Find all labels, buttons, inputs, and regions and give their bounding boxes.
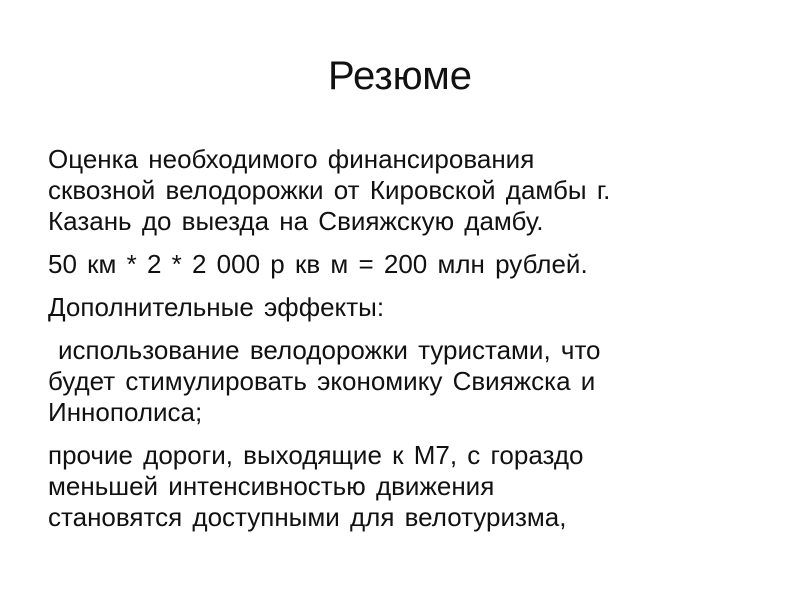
paragraph-line: Дополнительные эффекты: xyxy=(48,292,385,322)
paragraph-tourist-use xyxy=(48,335,770,428)
paragraph-cost-formula xyxy=(48,249,770,280)
paragraph-line: становятся доступными для велотуризма, xyxy=(48,502,567,532)
paragraph-line: прочие дороги, выходящие к М7, с гораздо xyxy=(48,440,584,470)
paragraph-line: Казань до выезда на Свияжскую дамбу. xyxy=(48,206,544,236)
paragraph-line: Оценка необходимого финансирования xyxy=(48,144,535,174)
slide-body xyxy=(48,144,770,545)
paragraph-line: 50 км * 2 * 2 000 р кв м = 200 млн рублей. xyxy=(48,249,588,279)
paragraph-additional-effects-heading xyxy=(48,292,770,323)
paragraph-line: сквозной велодорожки от Кировской дамбы г. xyxy=(48,175,611,205)
paragraph-line: будет стимулировать экономику Свияжска и xyxy=(48,366,596,396)
paragraph-line: меньшей интенсивностью движения xyxy=(48,471,495,501)
paragraph-line xyxy=(58,335,770,366)
paragraph-line-text: использование велодорожки туристами, что xyxy=(58,335,601,365)
paragraph-other-roads xyxy=(48,440,770,533)
paragraph-financing-estimate xyxy=(48,144,770,237)
paragraph-line: Иннополиса; xyxy=(48,397,203,427)
slide-title: Резюме xyxy=(328,54,472,98)
